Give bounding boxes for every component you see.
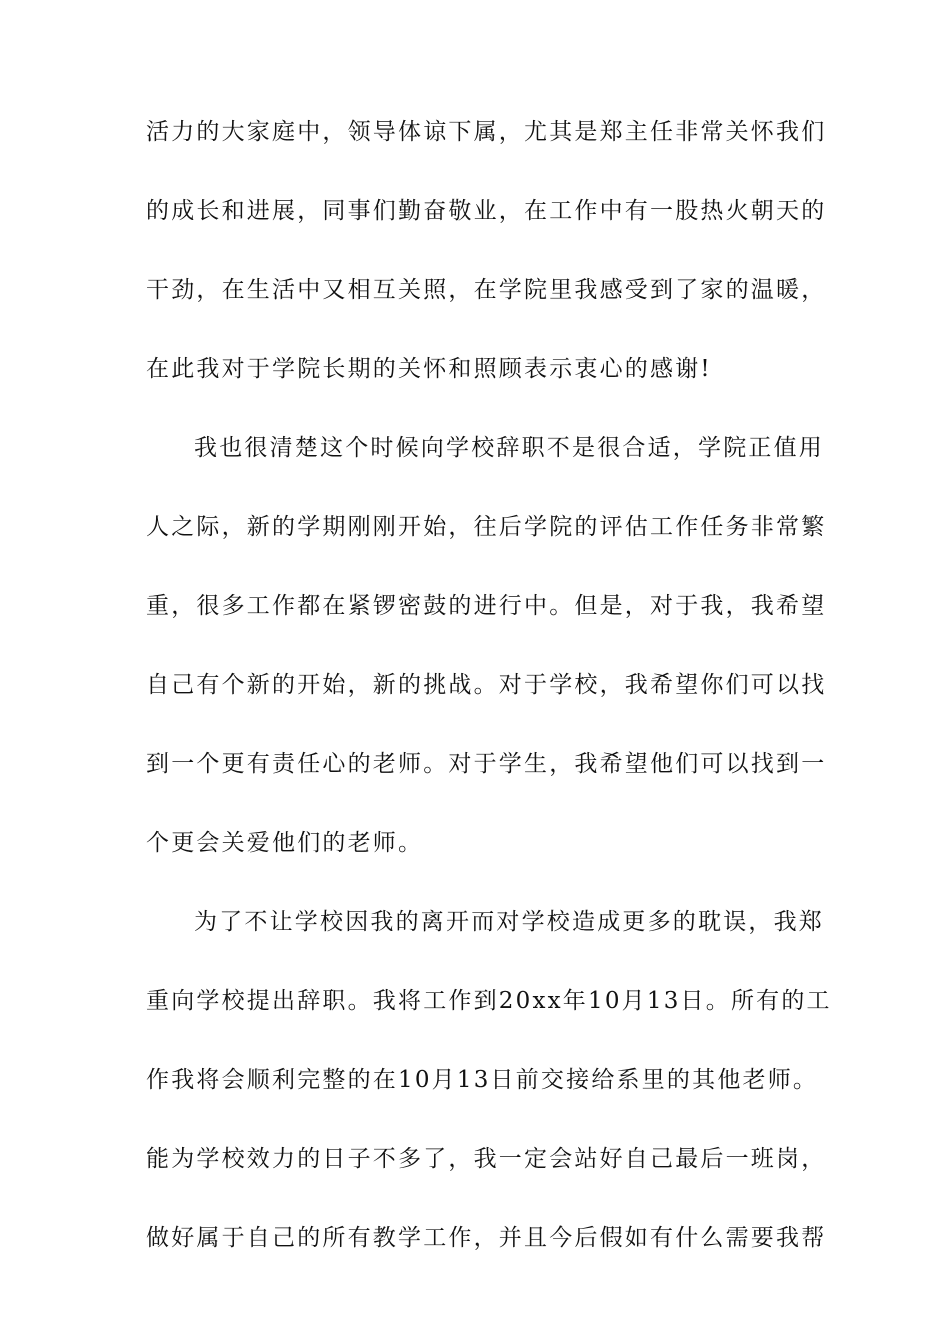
text-line: 个更会关爱他们的老师。 (146, 830, 424, 856)
paragraph-first-line: 为了不让学校因我的离开而对学校造成更多的耽误，我郑 (194, 909, 824, 935)
text-line: 在此我对于学院长期的关怀和照顾表示衷心的感谢! (146, 356, 712, 382)
text-line: 重，很多工作都在紧锣密鼓的进行中。但是，对于我，我希望 (146, 593, 827, 619)
text-line: 能为学校效力的日子不多了，我一定会站好自己最后一班岗， (146, 1146, 827, 1172)
text-line: 作我将会顺利完整的在10月13日前交接给系里的其他老师。 (146, 1067, 819, 1093)
text-line: 干劲，在生活中又相互关照，在学院里我感受到了家的温暖， (146, 277, 827, 303)
paragraph-first-line: 我也很清楚这个时候向学校辞职不是很合适，学院正值用 (194, 435, 824, 461)
text-line: 自己有个新的开始，新的挑战。对于学校，我希望你们可以找 (146, 672, 827, 698)
text-line: 的成长和进展，同事们勤奋敬业，在工作中有一股热火朝天的 (146, 198, 827, 224)
text-line: 做好属于自己的所有教学工作，并且今后假如有什么需要我帮 (146, 1225, 827, 1251)
text-line: 到一个更有责任心的老师。对于学生，我希望他们可以找到一 (146, 751, 827, 777)
text-line: 活力的大家庭中，领导体谅下属，尤其是郑主任非常关怀我们 (146, 119, 827, 145)
text-line: 人之际，新的学期刚刚开始，往后学院的评估工作任务非常繁 (146, 514, 827, 540)
text-line: 重向学校提出辞职。我将工作到20xx年10月13日。所有的工 (146, 988, 832, 1014)
document-body (146, 119, 832, 1304)
